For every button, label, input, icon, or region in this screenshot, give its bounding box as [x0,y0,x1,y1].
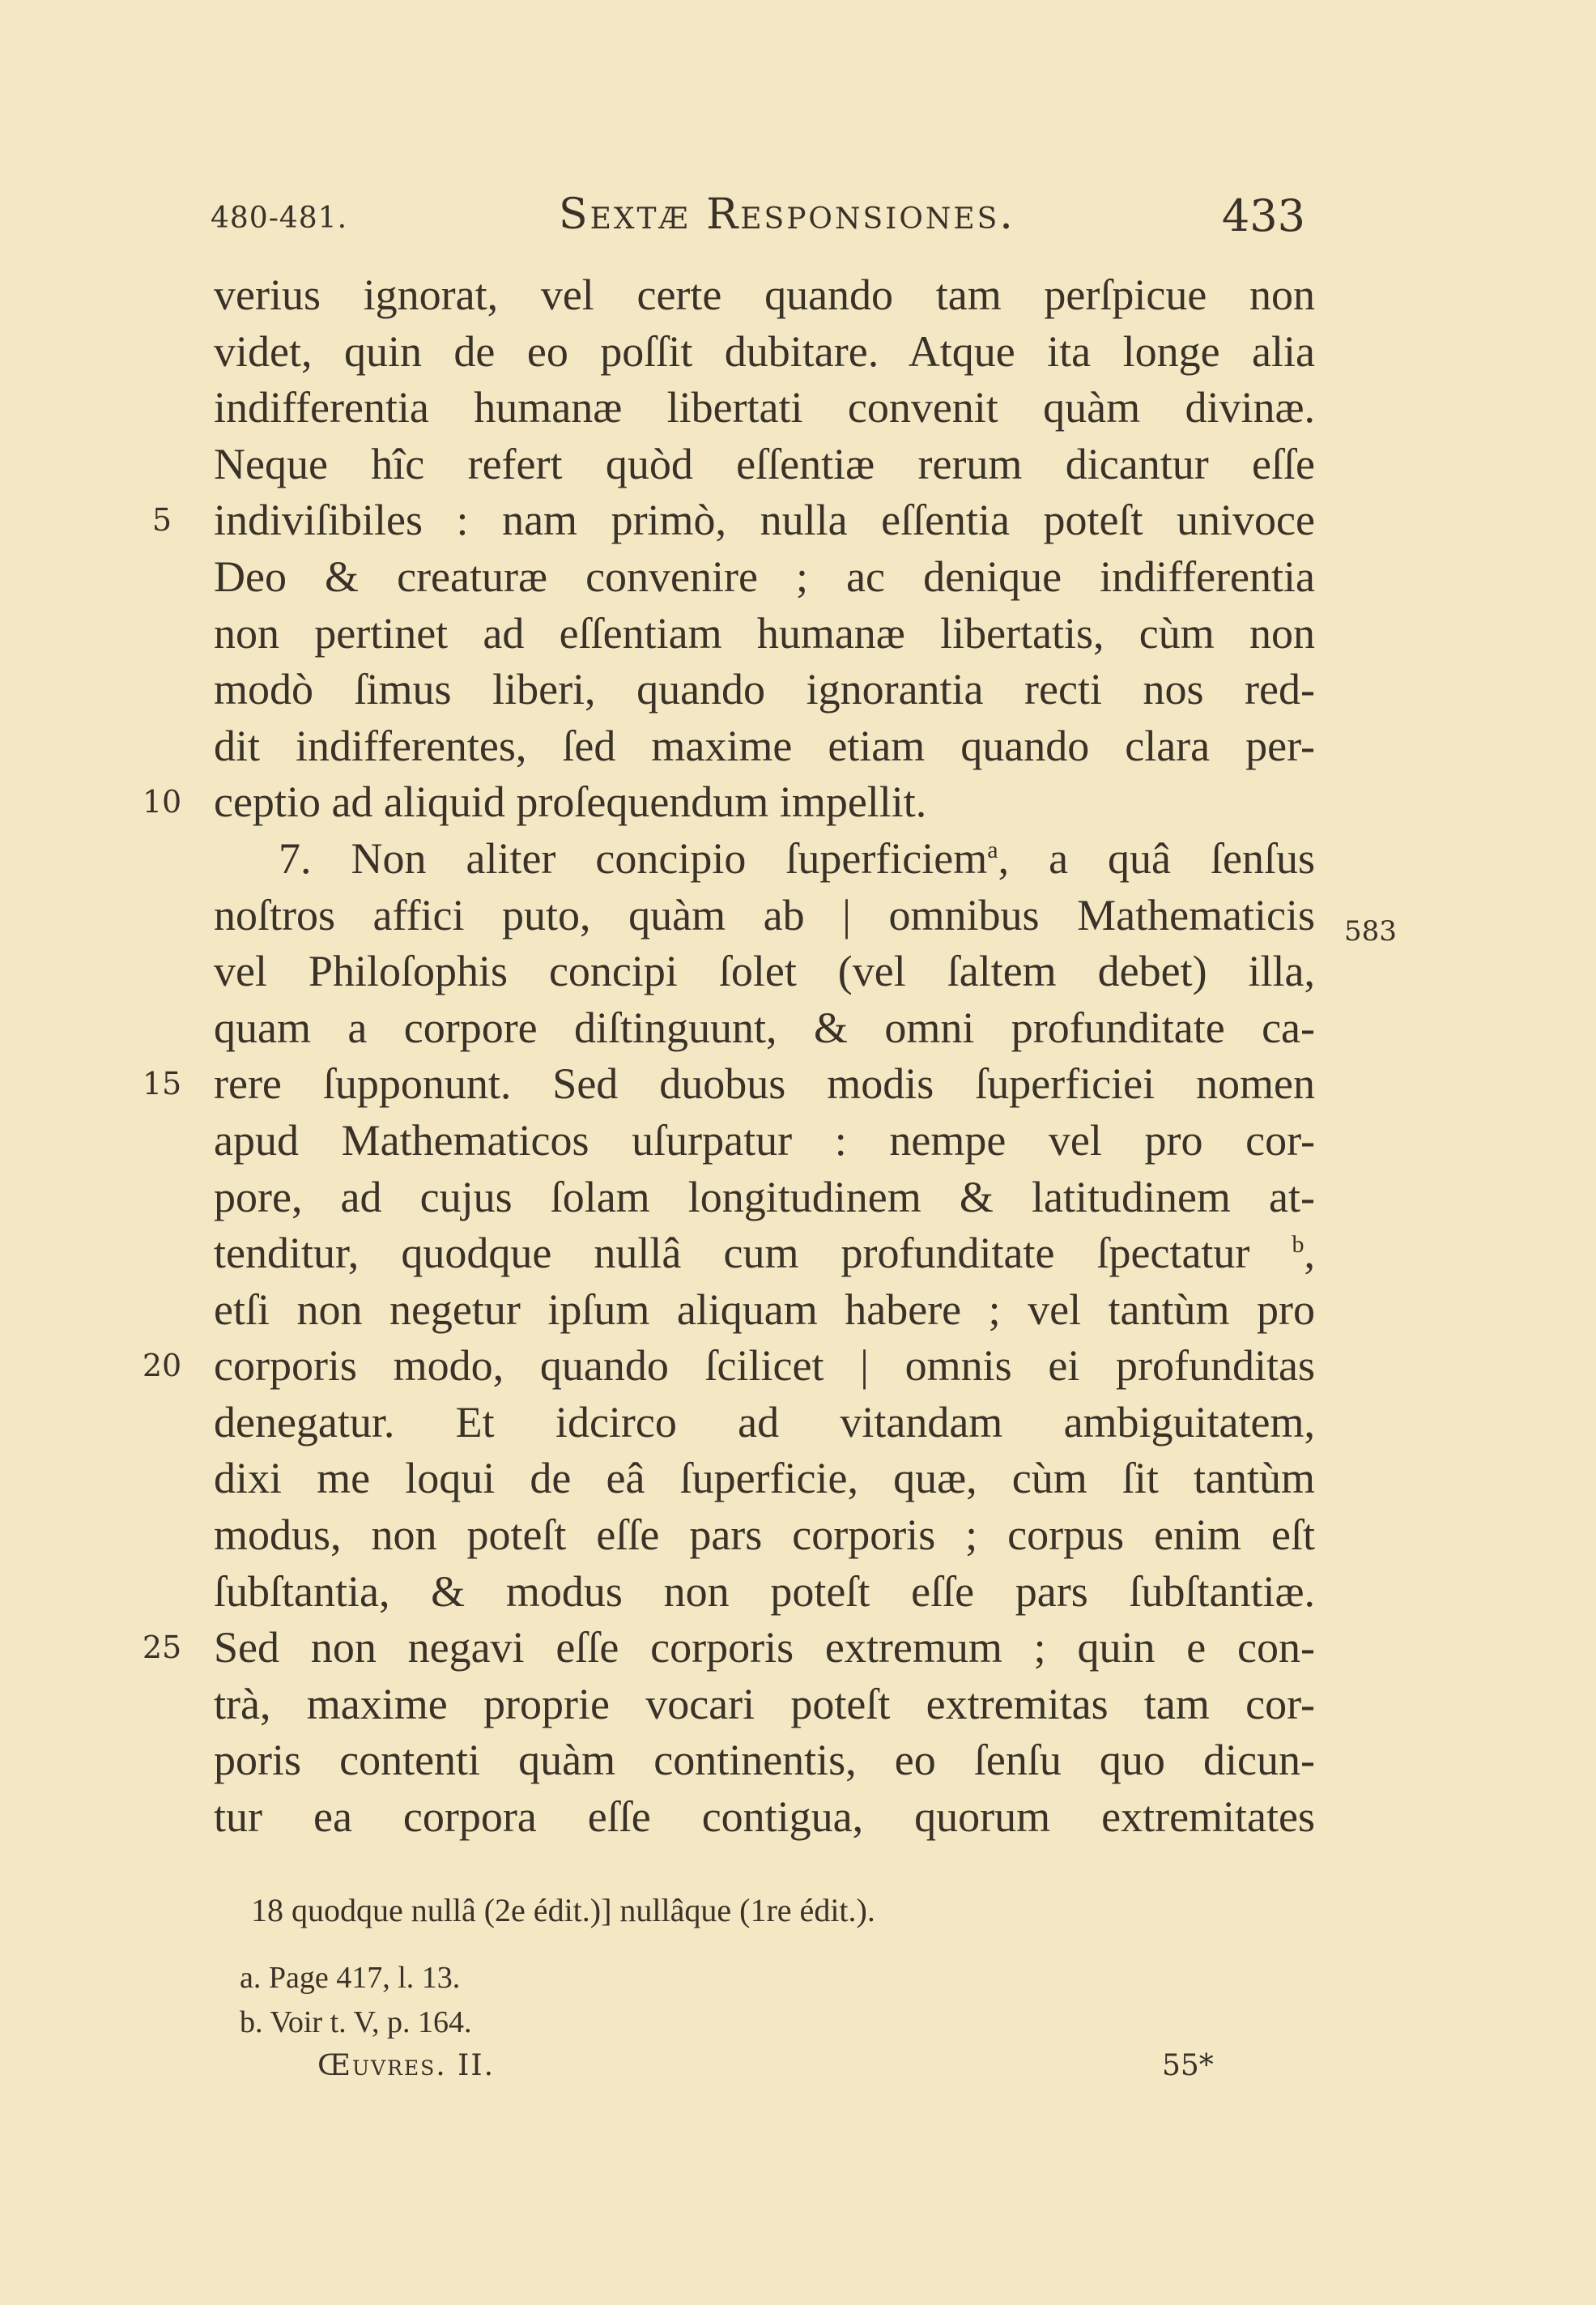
text-line: videt, quin de eo poſſit dubitare. Atque ita longe alia [214,326,1315,376]
edition-page-ref: 583 [1344,915,1397,948]
text-line: noſtros affici puto, quàm ab | omnibus Mathematicis [214,890,1315,939]
page-number: 433 [1221,190,1305,241]
text-line: modus, non poteſt eſſe pars corporis ; corpus enim eſt [214,1510,1315,1560]
signature-label: Œuvres. II. [317,2049,496,2082]
text-line-paragraph-start [214,831,1315,888]
text-line: Neque hîc refert quòd eſſentiæ rerum dicantur eſſe [214,439,1315,488]
signature-sheet: 55* [1162,2049,1214,2082]
text-line: trà, maxime proprie vocari poteſt extremitas tam cor- [214,1679,1315,1728]
text-line: rere ſupponunt. Sed duobus modis ſuperficiei nomen [214,1059,1315,1109]
text-line: denegatur. Et idcirco ad vitandam ambiguitatem, [214,1397,1315,1446]
footnote-mark-a: a [987,836,998,863]
text-line: quam a corpore diſtinguunt, & omni profunditate ca- [214,1003,1315,1052]
text-line: ſubſtantia, & modus non poteſt eſſe pars ſubſtantiæ. [214,1566,1315,1616]
footnote-a: a. Page 417, l. 13. [240,1961,461,1995]
line-number: 5 [151,502,172,538]
line-number: 15 [142,1066,182,1101]
text-line: vel Philoſophis concipi ſolet (vel ſaltem debet) illa, [214,947,1315,996]
text-line: Deo & creaturæ convenire ; ac denique indifferentia [214,552,1315,601]
text-line: tur ea corpora eſſe contigua, quorum extremitates [214,1792,1315,1842]
running-header [211,190,1328,247]
text-segment: , a quâ ſenſus [998,833,1315,883]
text-segment: 7. Non aliter concipio ſuperficiem [279,833,988,883]
header-page-range: 480-481. [211,202,348,235]
footnote-mark-b: b [1292,1231,1304,1259]
text-line: dit indifferentes, ſed maxime etiam quando clara per- [214,721,1315,770]
header-title: Sextæ Responsiones. [559,190,1015,239]
text-segment: , [1304,1229,1316,1278]
text-line: corporis modo, quando ſcilicet | omnis ei profunditas [214,1341,1315,1391]
text-line: modò ſimus liberi, quando ignorantia recti nos red- [214,665,1315,714]
text-line: etſi non negetur ipſum aliquam habere ; vel tantùm pro [214,1285,1315,1334]
line-number: 25 [142,1630,182,1665]
text-line: apud Mathematicos uſurpatur : nempe vel pro cor- [214,1115,1315,1165]
main-text [214,267,1315,1846]
text-line: dixi me loqui de eâ ſuperficie, quæ, cùm ſit tantùm [214,1454,1315,1503]
line-number: 10 [142,784,182,820]
text-line: indifferentia humanæ libertati convenit quàm divinæ. [214,383,1315,432]
variant-note: 18 quodque nullâ (2e édit.)] nullâque (1re édit.). [251,1892,875,1928]
text-line: ceptio ad aliquid proſequendum impellit. [214,778,927,827]
text-line: verius ignorat, vel certe quando tam perſpicue non [214,271,1315,319]
footnote-b: b. Voir t. V, p. 164. [240,2005,472,2039]
text-segment: tenditur, quodque nullâ cum profunditate ſpectatur [214,1229,1250,1278]
text-line: indiviſibiles : nam primò, nulla eſſentia poteſt univoce [214,496,1315,545]
line-number: 20 [142,1348,182,1383]
text-line: poris contenti quàm continentis, eo ſenſu quo dicun- [214,1736,1315,1785]
text-line-with-note [214,1225,1315,1282]
text-line: Sed non negavi eſſe corporis extremum ; quin e con- [214,1623,1315,1672]
text-line: pore, ad cujus ſolam longitudinem & latitudinem at- [214,1172,1315,1221]
text-line: non pertinet ad eſſentiam humanæ libertatis, cùm non [214,608,1315,658]
